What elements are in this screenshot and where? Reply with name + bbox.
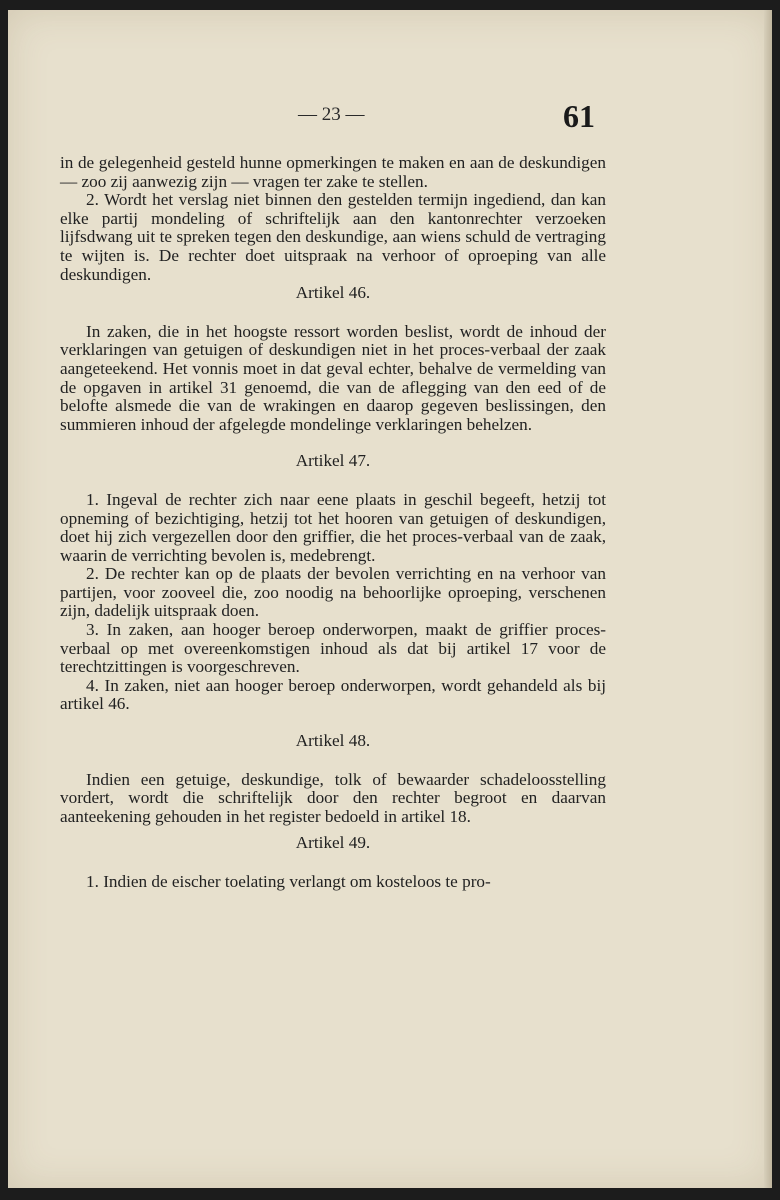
paragraph-47-1: 1. Ingeval de rechter zich naar eene plaats in geschil begeeft, hetzij tot opneming of bezichtiging, hetzij tot het hooren van getuigen of deskundigen, doet hij zich vergezellen door den griffier, die het proces-verbaal van de zaak, waarin de verrichting bevolen is, medebrengt. [60,489,606,565]
paragraph-48: Indien een getuige, deskundige, tolk of bewaarder schadeloosstelling vordert, wordt die schriftelijk door den rechter begroot en daarvan aanteekening gehouden in het register bedoeld in artikel 18. [60,769,606,826]
heading-artikel-49: Artikel 49. [295,833,371,853]
paragraph-continued: in de gelegenheid gesteld hunne opmerkingen te maken en aan de deskundigen — zoo zij aanwezig zijn — vragen ter zake te stellen. [60,153,606,191]
paragraph-47-4: 4. In zaken, niet aan hooger beroep onderworpen, wordt gehandeld als bij artikel 46. [60,675,606,714]
inner-page-label: — 23 — [298,104,365,125]
page-header [8,98,772,138]
page-edge [764,10,772,1188]
heading-artikel-48: Artikel 48. [295,731,371,751]
heading-artikel-47: Artikel 47. [295,451,371,471]
paragraph-49-1: 1. Indien de eischer toelating verlangt om kosteloos te pro- [86,872,491,891]
paragraph-47-3: 3. In zaken, aan hooger beroep onderworpen, maakt de griffier proces-verbaal op met overeenkomstigen inhoud als dat bij artikel 17 voor de terechtzittingen is voorgeschreven. [60,620,606,677]
book-page [8,10,772,1188]
paragraph-45-2: 2. Wordt het verslag niet binnen den gestelden termijn ingediend, dan kan elke partij mondeling of schriftelijk aan den kantonrechter verzoeken lijfsdwang uit te spreken tegen den deskundige, aan wiens schuld de vertraging te wijten is. De rechter doet uitspraak na verhoor of oproeping van alle deskundigen. [60,190,606,284]
paragraph-46: In zaken, die in het hoogste ressort worden beslist, wordt de inhoud der verklaringen van getuigen of deskundigen niet in het proces-verbaal der zaak aangeteekend. Het vonnis moet in dat geval echter, behalve de vermelding van de opgaven in artikel 31 genoemd, die van de aflegging van den eed of de belofte alsmede die van de wrakingen en daarop gegeven beslissingen, den summieren inhoud der afgelegde mondelinge verklaringen behelzen. [60,321,606,434]
heading-artikel-46: Artikel 46. [295,283,371,303]
body-text [60,154,606,892]
paragraph-47-2: 2. De rechter kan op de plaats der bevolen verrichting en na verhoor van partijen, voor zooveel die, zoo noodig na behoorlijke oproeping, verschenen zijn, dadelijk uitspraak doen. [60,564,606,621]
page-number: 61 [563,98,595,134]
